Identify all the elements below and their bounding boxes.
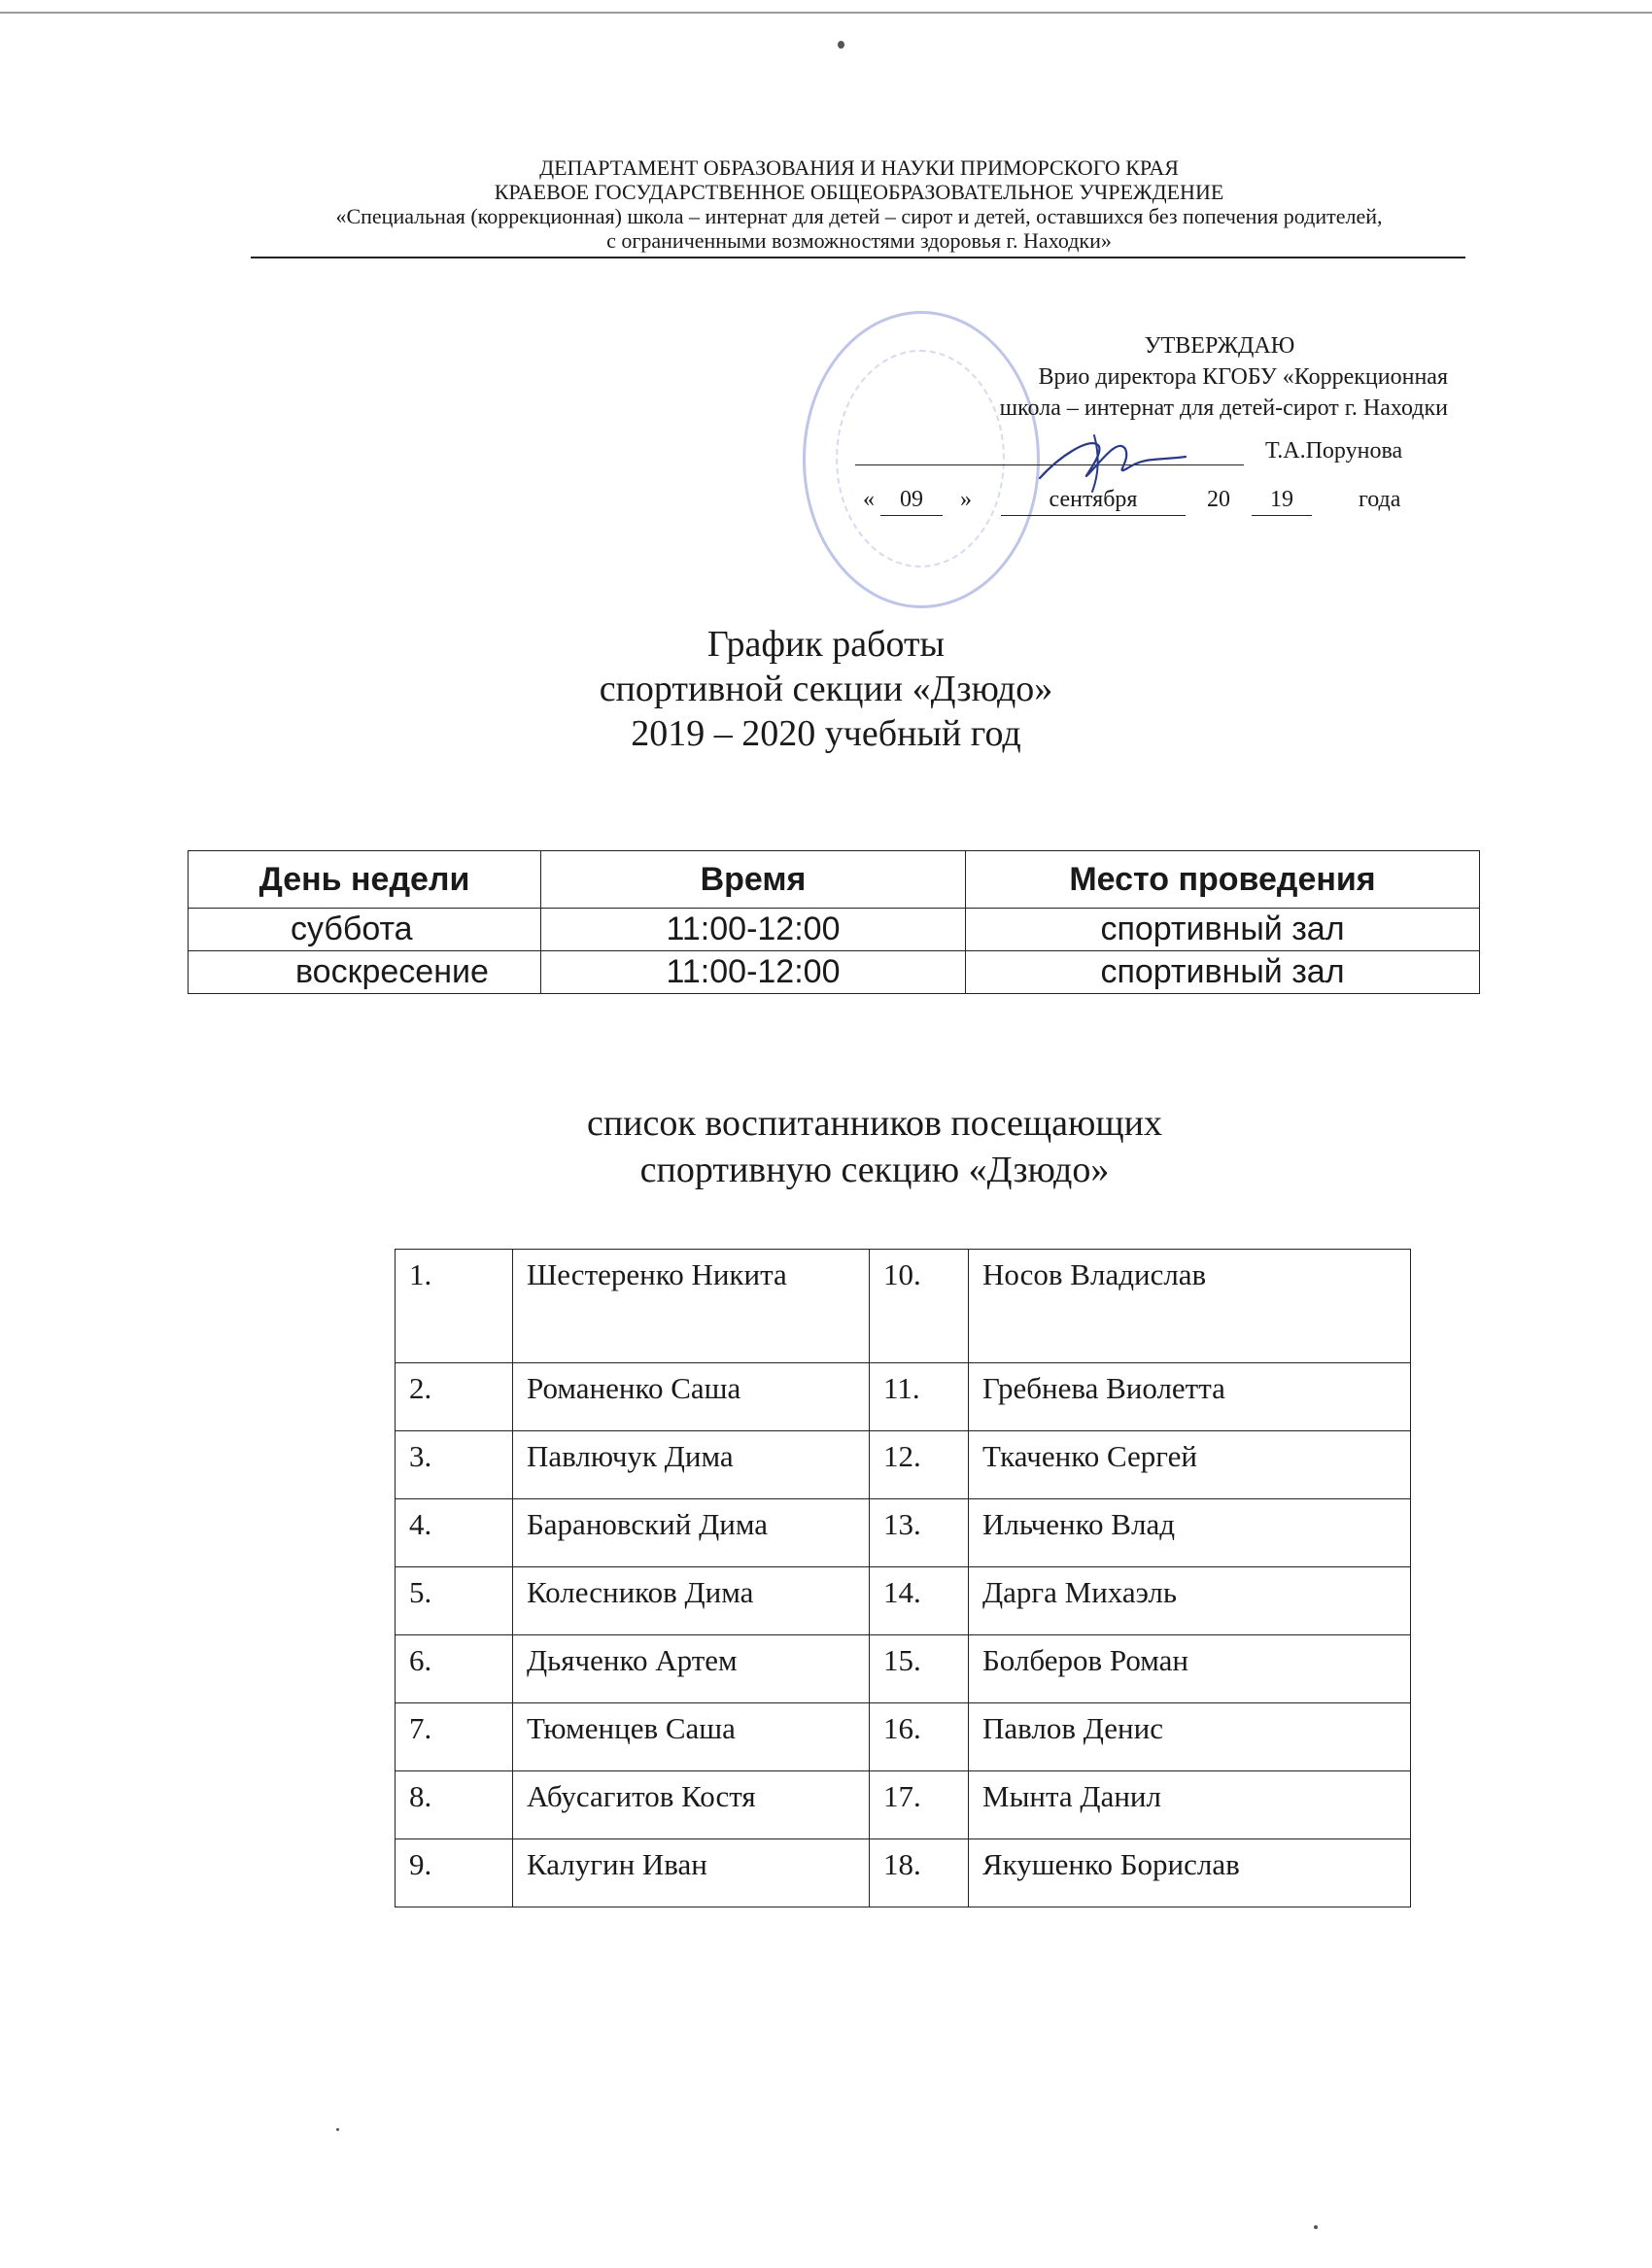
header-institution: КРАЕВОЕ ГОСУДАРСТВЕННОЕ ОБЩЕОБРАЗОВАТЕЛЬНОЕ УЧРЕЖДЕНИЕ [494, 180, 1224, 204]
signer-name: Т.А.Порунова [1265, 438, 1403, 464]
roster-name: Тюменцев Саша [513, 1703, 870, 1771]
schedule-header-place: Место проведения [966, 851, 1480, 909]
roster-name: Ильченко Влад [969, 1499, 1411, 1567]
roster-number: 7. [396, 1703, 513, 1771]
schedule-row [189, 951, 1480, 994]
roster-number: 14. [870, 1567, 969, 1635]
roster-row [396, 1567, 1411, 1635]
roster-name: Шестеренко Никита [513, 1250, 870, 1363]
roster-row [396, 1771, 1411, 1839]
date-month: сентября [1001, 484, 1186, 516]
date-year-word: года [1359, 487, 1401, 512]
schedule-header-time: Время [541, 851, 966, 909]
roster-number: 12. [870, 1431, 969, 1499]
roster-number: 17. [870, 1771, 969, 1839]
roster-number: 13. [870, 1499, 969, 1567]
document-header [251, 155, 1467, 258]
date-day: 09 [880, 484, 943, 516]
date-open-quote: « [863, 487, 875, 512]
approval-position-cont: школа – интернат для детей-сирот г. Находки [999, 395, 1448, 421]
roster-name: Дарга Михаэль [969, 1567, 1411, 1635]
date-century: 20 [1207, 487, 1230, 512]
approval-title: УТВЕРЖДАЮ [1144, 333, 1295, 359]
roster-number: 6. [396, 1635, 513, 1703]
roster-row [396, 1431, 1411, 1499]
schedule-header-row [189, 851, 1480, 909]
roster-row [396, 1363, 1411, 1431]
roster-title [437, 1100, 1312, 1193]
title-line-year: 2019 – 2020 учебный год [631, 713, 1021, 754]
roster-name: Якушенко Борислав [969, 1839, 1411, 1907]
roster-number: 8. [396, 1771, 513, 1839]
roster-name: Барановский Дима [513, 1499, 870, 1567]
roster-row [396, 1250, 1411, 1363]
roster-name: Дьяченко Артем [513, 1635, 870, 1703]
roster-number: 10. [870, 1250, 969, 1363]
roster-number: 15. [870, 1635, 969, 1703]
schedule-day: воскресение [189, 951, 541, 994]
approval-position: Врио директора КГОБУ «Коррекционная [1038, 364, 1448, 390]
roster-title-line2: спортивную секцию «Дзюдо» [639, 1150, 1110, 1190]
roster-name: Романенко Саша [513, 1363, 870, 1431]
header-school-name: «Специальная (коррекционная) школа – интернат для детей – сирот и детей, оставшихся без попечения родителей, [335, 204, 1383, 228]
roster-number: 16. [870, 1703, 969, 1771]
date-close-quote: » [960, 487, 972, 512]
roster-name: Болберов Роман [969, 1635, 1411, 1703]
schedule-day: суббота [189, 909, 541, 951]
roster-number: 5. [396, 1567, 513, 1635]
header-department: ДЕПАРТАМЕНТ ОБРАЗОВАНИЯ И НАУКИ ПРИМОРСКОГО КРАЯ [539, 155, 1179, 180]
roster-row [396, 1499, 1411, 1567]
schedule-row [189, 909, 1480, 951]
roster-title-line1: список воспитанников посещающих [586, 1103, 1163, 1144]
roster-number: 9. [396, 1839, 513, 1907]
date-year: 19 [1252, 484, 1312, 516]
roster-row [396, 1839, 1411, 1907]
roster-number: 18. [870, 1839, 969, 1907]
schedule-header-day: День недели [189, 851, 541, 909]
title-line-schedule: График работы [706, 624, 946, 665]
roster-table [395, 1249, 1411, 1907]
roster-name: Носов Владислав [969, 1250, 1411, 1363]
scan-speck [838, 41, 844, 49]
schedule-place: спортивный зал [966, 909, 1480, 951]
roster-name: Павлов Денис [969, 1703, 1411, 1771]
director-signature [1030, 428, 1195, 496]
roster-number: 1. [396, 1250, 513, 1363]
roster-name: Ткаченко Сергей [969, 1431, 1411, 1499]
title-line-section: спортивной секции «Дзюдо» [599, 669, 1053, 709]
roster-name: Калугин Иван [513, 1839, 870, 1907]
roster-name: Колесников Дима [513, 1567, 870, 1635]
header-school-name-cont: с ограниченными возможностями здоровья г. Находки» [606, 228, 1112, 253]
roster-name: Павлючук Дима [513, 1431, 870, 1499]
schedule-time: 11:00-12:00 [541, 951, 966, 994]
roster-name: Абусагитов Костя [513, 1771, 870, 1839]
schedule-time: 11:00-12:00 [541, 909, 966, 951]
scan-speck [336, 2128, 339, 2131]
roster-row [396, 1703, 1411, 1771]
document-title [389, 622, 1263, 756]
roster-name: Гребнева Виолетта [969, 1363, 1411, 1431]
header-rule [251, 257, 1465, 258]
roster-row [396, 1635, 1411, 1703]
roster-number: 4. [396, 1499, 513, 1567]
schedule-table [188, 850, 1480, 994]
schedule-place: спортивный зал [966, 951, 1480, 994]
roster-number: 2. [396, 1363, 513, 1431]
scan-speck [1314, 2225, 1318, 2229]
roster-name: Мынта Данил [969, 1771, 1411, 1839]
page-top-edge [0, 0, 1652, 14]
roster-number: 11. [870, 1363, 969, 1431]
roster-number: 3. [396, 1431, 513, 1499]
